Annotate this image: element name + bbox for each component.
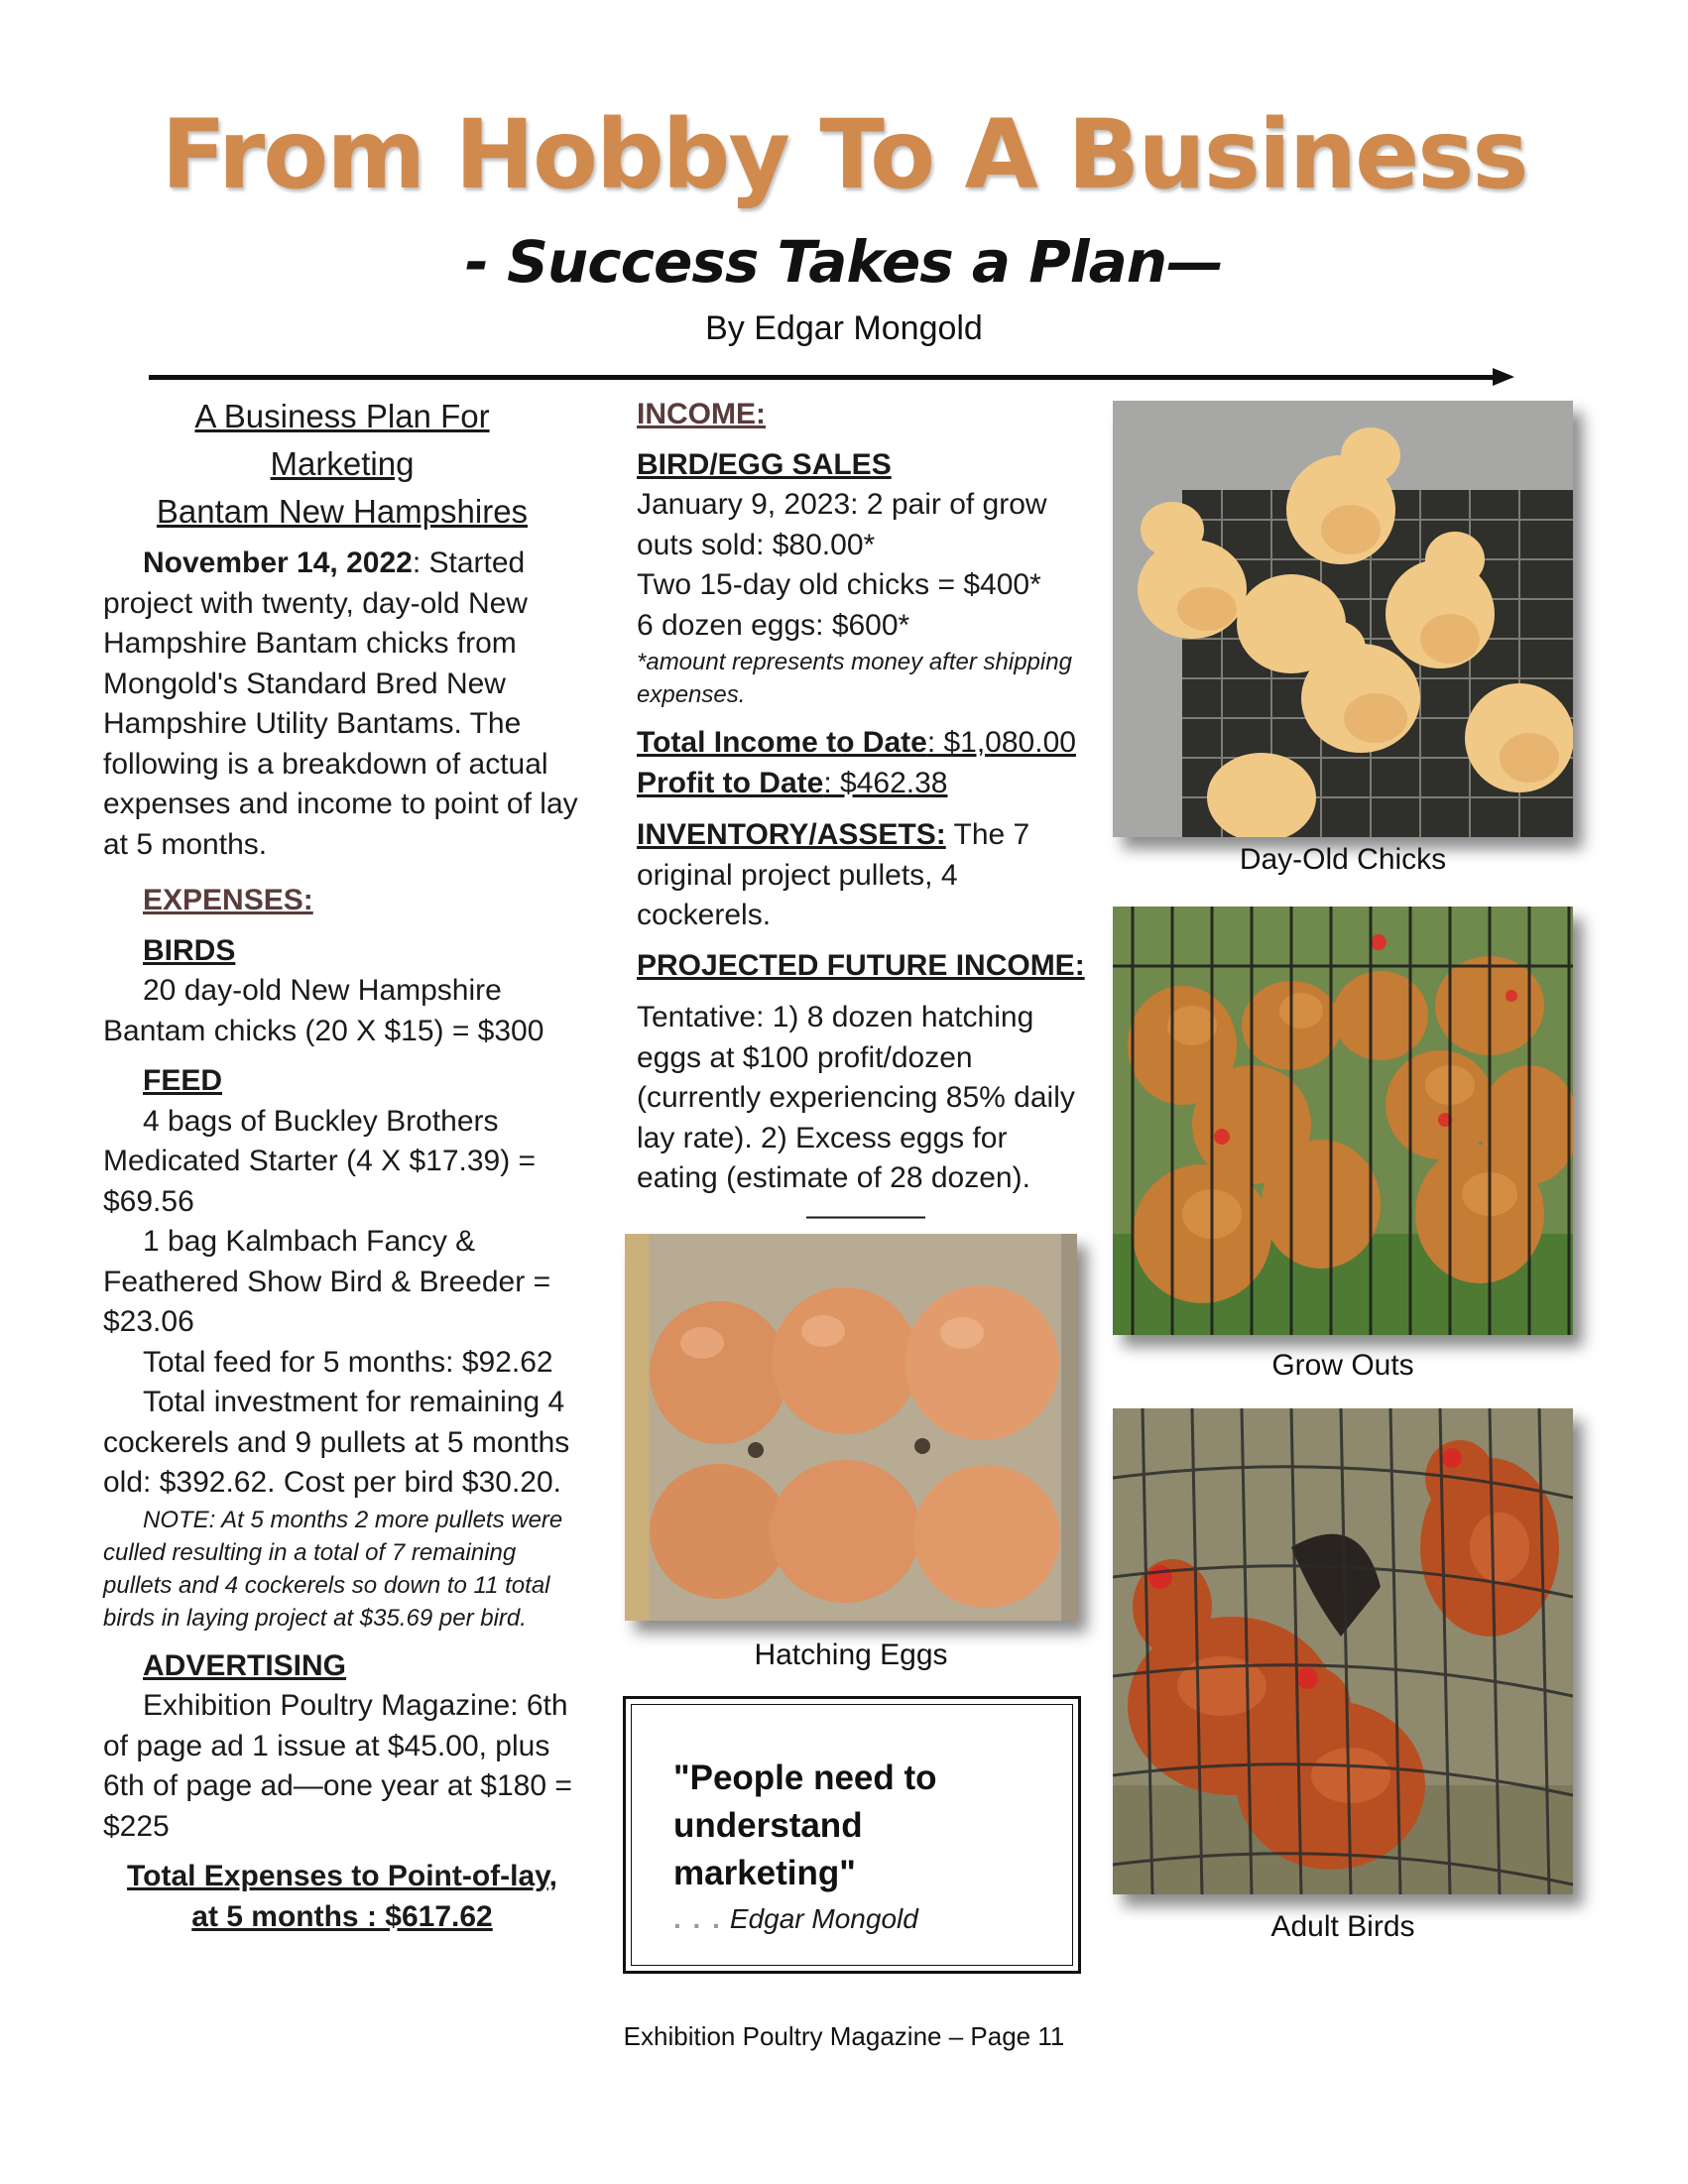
chicks-caption: Day-Old Chicks xyxy=(1239,843,1447,876)
inventory xyxy=(637,815,1095,936)
total-income-value: : $1,080.00 xyxy=(926,726,1076,759)
plan-heading-line: A Business Plan For xyxy=(194,398,490,434)
expenses-heading: EXPENSES: xyxy=(143,884,313,916)
total-expenses-line: at 5 months : $617.62 xyxy=(191,1899,493,1933)
hatching-eggs-photo xyxy=(625,1234,1077,1621)
article-subtitle: - Success Takes a Plan— xyxy=(464,228,1224,296)
adult-birds-photo xyxy=(1113,1408,1573,1894)
cull-note: NOTE: At 5 months 2 more pullets were culled resulting in a total of 7 remaining pullets and 4 cockerels so down to 11 total birds in laying project at $35.69 per bird. xyxy=(103,1506,563,1632)
pull-quote-inner xyxy=(631,1704,1073,1966)
plan-heading-line: Bantam New Hampshires xyxy=(156,493,529,530)
advertising-text: Exhibition Poultry Magazine: 6th of page ad 1 issue at $45.00, plus 6th of page ad—one year at $180 = $225 xyxy=(103,1689,572,1843)
birds-text: 20 day-old New Hampshire Bantam chicks (20 X $15) = $300 xyxy=(103,974,544,1047)
feed-heading: FEED xyxy=(143,1064,223,1097)
grow-outs-photo xyxy=(1113,907,1573,1335)
projected-heading: PROJECTED FUTURE INCOME: xyxy=(637,948,1085,982)
plan-heading-line: Marketing xyxy=(270,445,415,482)
quote-dots: . . . xyxy=(673,1903,722,1934)
income-heading: INCOME: xyxy=(637,398,766,430)
header-rule xyxy=(149,375,1498,380)
feed-line: 1 bag Kalmbach Fancy & Feathered Show Bird & Breeder = $23.06 xyxy=(103,1225,551,1338)
middle-column xyxy=(637,395,1095,1233)
profit xyxy=(637,764,1095,804)
left-column xyxy=(103,393,581,1937)
quote-text: "People need to understand marketing" xyxy=(673,1759,937,1892)
birds-heading: BIRDS xyxy=(143,933,236,967)
byline: By Edgar Mongold xyxy=(705,309,983,347)
sale-line: 6 dozen eggs: $600* xyxy=(637,608,910,642)
total-income xyxy=(637,723,1095,764)
sales-heading: BIRD/EGG SALES xyxy=(637,447,892,481)
profit-label: Profit to Date xyxy=(637,766,824,799)
sale-line: January 9, 2023: 2 pair of grow outs sold: $80.00* xyxy=(637,488,1047,561)
eggs-caption: Hatching Eggs xyxy=(754,1638,948,1671)
intro-text: : Started project with twenty, day-old New Hampshire Bantam chicks from Mongold's Standard Bred New Hampshire Utility Bantams. The following is a breakdown of actual expenses and income to point of lay at 5 months. xyxy=(103,546,578,861)
intro-paragraph xyxy=(103,544,581,865)
plan-heading xyxy=(103,393,581,536)
growouts-caption: Grow Outs xyxy=(1271,1349,1414,1382)
quote-attribution xyxy=(673,1903,1032,1935)
article-title: From Hobby To A Business xyxy=(161,99,1527,210)
inventory-text: The 7 original project pullets, 4 cockerels. xyxy=(637,818,1030,931)
intro-date: November 14, 2022 xyxy=(143,546,413,579)
day-old-chicks-photo xyxy=(1113,401,1573,837)
feed-line: Total feed for 5 months: $92.62 xyxy=(143,1345,553,1379)
section-divider: ———— xyxy=(806,1198,925,1232)
arrow-right-icon xyxy=(1493,368,1514,386)
sale-line: Two 15-day old chicks = $400* xyxy=(637,568,1041,601)
total-expenses xyxy=(103,1857,581,1937)
feed-line: 4 bags of Buckley Brothers Medicated Starter (4 X $17.39) = $69.56 xyxy=(103,1104,537,1218)
projected-text: Tentative: 1) 8 dozen hatching eggs at $100 profit/dozen (currently experiencing 85% daily lay rate). 2) Excess eggs for eating (estimate of 28 dozen). xyxy=(637,1001,1075,1194)
feed-line: Total investment for remaining 4 cockerels and 9 pullets at 5 months old: $392.62. Cost per bird $30.20. xyxy=(103,1386,570,1499)
total-income-label: Total Income to Date xyxy=(637,726,927,759)
sale-note: *amount represents money after shipping expenses. xyxy=(637,649,1072,708)
adults-caption: Adult Birds xyxy=(1270,1910,1415,1943)
profit-value: : $462.38 xyxy=(823,766,948,799)
page-footer: Exhibition Poultry Magazine – Page 11 xyxy=(623,2021,1065,2051)
quote-author: Edgar Mongold xyxy=(729,1903,918,1934)
total-expenses-line: Total Expenses to Point-of-lay, xyxy=(127,1860,557,1892)
advertising-heading: ADVERTISING xyxy=(143,1648,347,1682)
inventory-label: INVENTORY/ASSETS: xyxy=(637,818,946,851)
pull-quote xyxy=(623,1696,1081,1974)
